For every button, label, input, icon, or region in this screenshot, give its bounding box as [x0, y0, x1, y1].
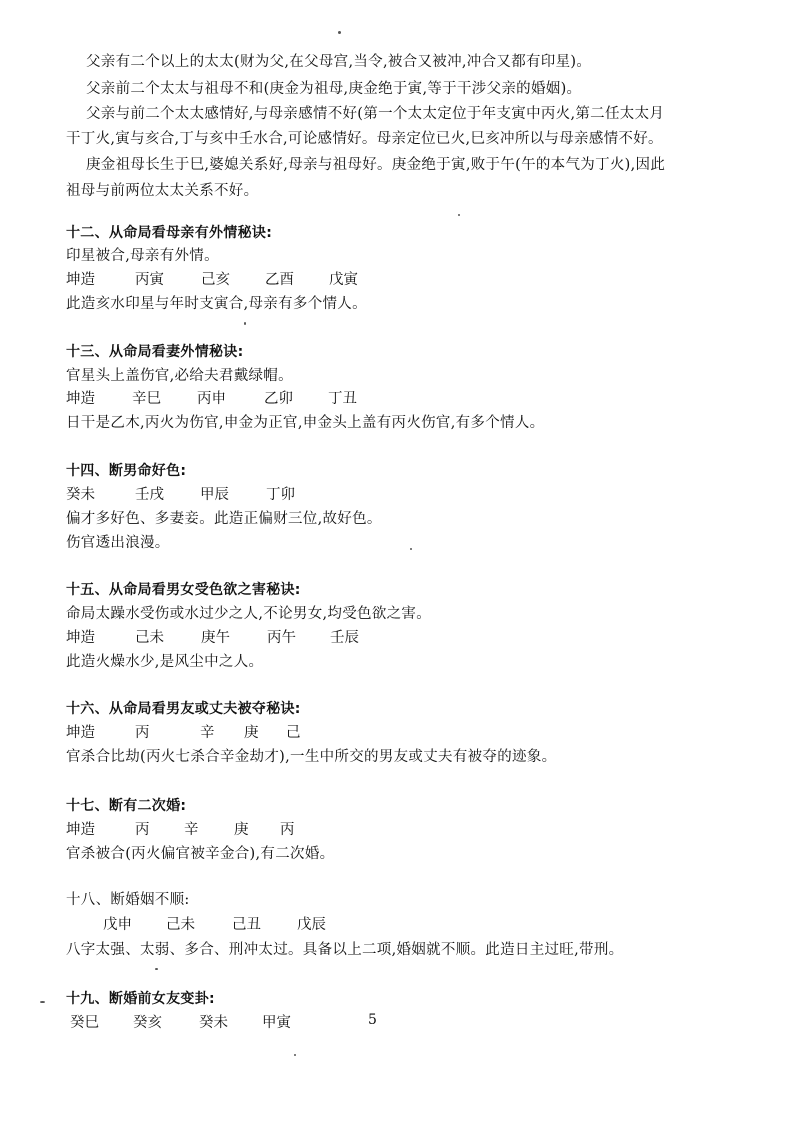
chart-pillar: 己丑 — [232, 917, 261, 933]
chart-stem: 己 — [286, 725, 301, 741]
section-18-note: 八字太强、太弱、多合、刑冲太过。具备以上二项,婚姻就不顺。此造日主过旺,带刑。 — [66, 942, 624, 958]
intro-paragraph-1: 父亲有二个以上的太太(财为父,在父母宫,当令,被合又被冲,冲合又都有印星)。 — [86, 54, 592, 70]
chart-pillar: 乙卯 — [264, 391, 293, 407]
chart-pillar: 戊寅 — [329, 272, 358, 288]
section-14-note-1: 偏才多好色、多妻妾。此造正偏财三位,故好色。 — [66, 511, 382, 527]
section-12-heading: 十二、从命局看母亲有外情秘诀: — [66, 225, 273, 241]
section-18-heading: 十八、断婚姻不顺: — [66, 892, 190, 908]
intro-paragraph-2: 父亲前二个太太与祖母不和(庚金为祖母,庚金绝于寅,等于干涉父亲的婚姻)。 — [86, 81, 582, 97]
chart-stem: 庚 — [244, 725, 259, 741]
chart-pillar: 甲寅 — [262, 1015, 291, 1031]
chart-pillar: 癸未 — [199, 1015, 228, 1031]
section-17-heading: 十七、断有二次婚: — [66, 798, 187, 814]
section-13-heading: 十三、从命局看妻外情秘诀: — [66, 344, 244, 360]
chart-stem: 庚 — [234, 822, 249, 838]
chart-pillar: 壬戌 — [135, 487, 164, 503]
chart-stem: 辛 — [200, 725, 215, 741]
chart-pillar: 己未 — [166, 917, 195, 933]
chart-pillar: 乙酉 — [265, 272, 294, 288]
section-12-rule: 印星被合,母亲有外情。 — [66, 248, 219, 264]
chart-pillar: 己亥 — [201, 272, 230, 288]
chart-pillar: 庚午 — [201, 630, 230, 646]
chart-stem: 辛 — [184, 822, 199, 838]
scan-speck — [155, 968, 158, 970]
section-16-note: 官杀合比劫(丙火七杀合辛金劫才),一生中所交的男友或丈夫有被夺的迹象。 — [66, 749, 557, 765]
intro-paragraph-4-line-2: 祖母与前两位太太关系不好。 — [66, 183, 259, 199]
chart-label: 坤造 — [66, 391, 95, 407]
chart-label: 坤造 — [66, 725, 95, 741]
page-number: 5 — [368, 1012, 377, 1028]
chart-pillar: 丙寅 — [135, 272, 164, 288]
chart-pillar: 丙申 — [197, 391, 226, 407]
chart-pillar: 戊申 — [103, 917, 132, 933]
section-15-heading: 十五、从命局看男女受色欲之害秘诀: — [66, 582, 301, 598]
section-15-rule: 命局太躁水受伤或水过少之人,不论男女,均受色欲之害。 — [66, 606, 432, 622]
section-12-note: 此造亥水印星与年时支寅合,母亲有多个情人。 — [66, 296, 367, 312]
chart-pillar: 癸巳 — [70, 1015, 99, 1031]
section-13-note: 日干是乙木,丙火为伤官,申金为正官,申金头上盖有丙火伤官,有多个情人。 — [66, 415, 545, 431]
chart-pillar: 辛巳 — [132, 391, 161, 407]
section-14-note-2: 伤官透出浪漫。 — [66, 535, 170, 551]
chart-label: 坤造 — [66, 630, 95, 646]
chart-stem: 丙 — [280, 822, 295, 838]
section-19-heading: 十九、断婚前女友变卦: — [66, 991, 215, 1007]
intro-paragraph-4-line-1: 庚金祖母长生于巳,婆媳关系好,母亲与祖母好。庚金绝于寅,败于午(午的本气为丁火),因此 — [86, 157, 666, 173]
chart-label: 坤造 — [66, 272, 95, 288]
chart-pillar: 戊辰 — [297, 917, 326, 933]
chart-pillar: 丁卯 — [266, 487, 295, 503]
chart-pillar: 甲辰 — [200, 487, 229, 503]
scan-speck — [40, 1001, 45, 1003]
section-17-note: 官杀被合(丙火偏官被辛金合),有二次婚。 — [66, 846, 335, 862]
intro-paragraph-3-line-1: 父亲与前二个太太感情好,与母亲感情不好(第一个太太定位于年支寅中丙火,第二任太太月 — [86, 106, 665, 122]
chart-label: 坤造 — [66, 822, 95, 838]
scan-speck — [458, 214, 460, 216]
chart-pillar: 丁丑 — [328, 391, 357, 407]
scan-speck — [338, 31, 341, 34]
chart-pillar: 癸未 — [66, 487, 95, 503]
section-14-heading: 十四、断男命好色: — [66, 463, 187, 479]
scan-speck — [244, 322, 246, 325]
section-15-note: 此造火燥水少,是风尘中之人。 — [66, 654, 264, 670]
chart-pillar: 壬辰 — [330, 630, 359, 646]
chart-stem: 丙 — [135, 725, 150, 741]
chart-stem: 丙 — [135, 822, 150, 838]
section-13-rule: 官星头上盖伤官,必给夫君戴绿帽。 — [66, 368, 293, 384]
intro-paragraph-3-line-2: 干丁火,寅与亥合,丁与亥中壬水合,可论感情好。母亲定位已火,巳亥冲所以与母亲感情不好。 — [66, 131, 663, 147]
chart-pillar: 癸亥 — [133, 1015, 162, 1031]
section-16-heading: 十六、从命局看男友或丈夫被夺秘诀: — [66, 701, 301, 717]
scan-speck — [294, 1054, 296, 1056]
scan-speck — [410, 548, 412, 550]
chart-pillar: 己未 — [135, 630, 164, 646]
chart-pillar: 丙午 — [267, 630, 296, 646]
